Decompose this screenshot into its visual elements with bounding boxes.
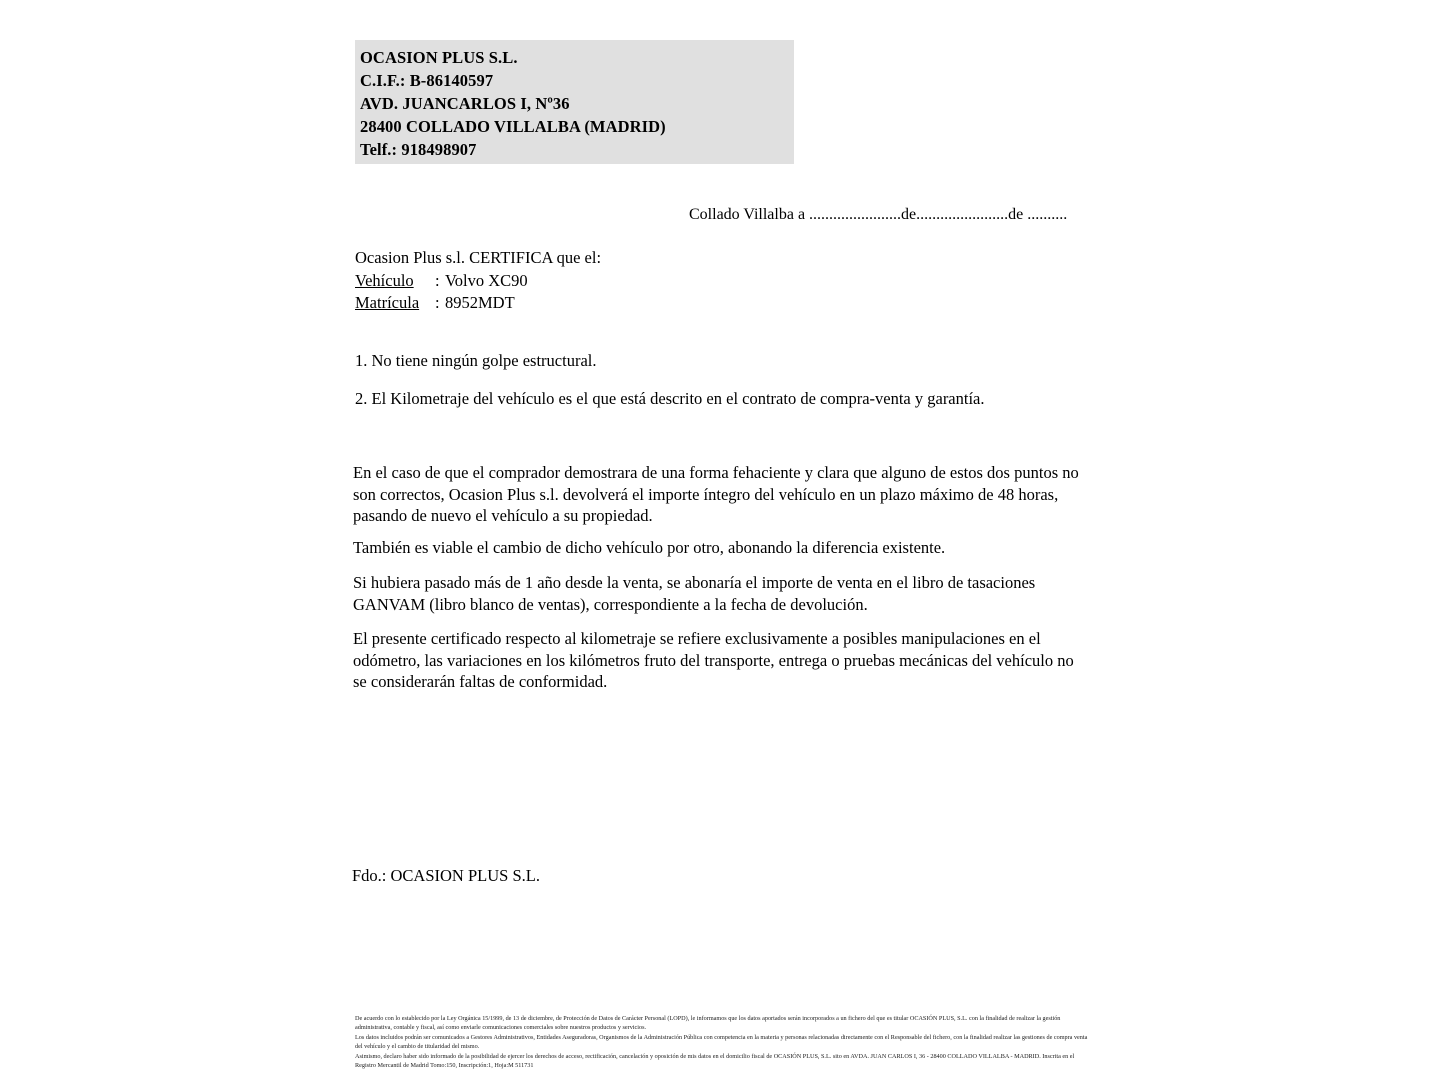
company-city: 28400 COLLADO VILLALBA (MADRID)	[360, 117, 666, 136]
field-matricula-label: Matrícula	[355, 293, 420, 312]
company-address: AVD. JUANCARLOS I, Nº36	[360, 94, 570, 113]
field-vehiculo	[355, 271, 528, 291]
field-vehiculo-label: Vehículo	[355, 271, 414, 290]
field-matricula-separator: :	[435, 293, 440, 312]
certifies-intro: Ocasion Plus s.l. CERTIFICA que el:	[355, 248, 602, 267]
company-name: OCASION PLUS S.L.	[360, 48, 518, 67]
signature-line: Fdo.: OCASION PLUS S.L.	[352, 866, 540, 885]
paragraph-exchange-option: También es viable el cambio de dicho vehículo por otro, abonando la diferencia existente.	[353, 538, 946, 557]
place-date-line: Collado Villalba a .......................de.......................de ..........	[689, 206, 1068, 223]
certificate-point-1: 1. No tiene ningún golpe estructural.	[355, 351, 597, 370]
field-matricula	[355, 293, 515, 313]
paragraph-ganvam-valuation: Si hubiera pasado más de 1 año desde la venta, se abonaría el importe de venta en el libro de tasaciones GANVAM (libro blanco de ventas), correspondiente a la fecha de devolución.	[353, 573, 1036, 614]
paragraph-refund-terms: En el caso de que el comprador demostrara de una forma fehaciente y clara que alguno de estos dos puntos no son correctos, Ocasion Plus s.l. devolverá el importe íntegro del vehículo en un plazo máximo de 48 horas, pasando de nuevo el vehículo a su propiedad.	[353, 463, 1079, 525]
paragraph-odometer-scope: El presente certificado respecto al kilometraje se refiere exclusivamente a posibles manipulaciones en el odómetro, las variaciones en los kilómetros fruto del transporte, entrega o pruebas mecánicas del vehículo no se considerarán faltas de conformidad.	[353, 629, 1074, 691]
legal-notice-paragraph-3: Asimismo, declaro haber sido informado de la posibilidad de ejercer los derechos de acceso, rectificación, cancelación y oposición de mis datos en el domicilio fiscal de OCASIÓN PLUS, S.L. sito en AVDA. JUAN CARLOS I, 36 - 28400 COLLADO VILLALBA - MADRID. Inscrita en el Registro Mercantil de Madrid Tomo:150, Inscripción:1, Hoja:M 511731	[355, 1053, 1075, 1069]
legal-notice	[355, 1015, 1090, 1071]
legal-notice-paragraph-2: Los datos incluidos podrán ser comunicados a Gestores Administrativos, Entidades Aseguradoras, Organismos de la Administración Pública con competencia en la materia y personas relacionadas directamente con el Responsable del fichero, con la finalidad realizar las gestiones de compra venta del vehículo y el cambio de titularidad del mismo.	[355, 1034, 1088, 1050]
company-phone: Telf.: 918498907	[360, 140, 477, 159]
company-cif: C.I.F.: B-86140597	[360, 71, 494, 90]
company-header-block	[355, 40, 794, 164]
legal-notice-paragraph-1: De acuerdo con lo establecido por la Ley Orgánica 15/1999, de 13 de diciembre, de Protección de Datos de Carácter Personal (LOPD), le informamos que los datos aportados serán incorporados a un fichero del que es titular OCASIÓN PLUS, S.L. con la finalidad de realizar la gestión administrativa, contable y fiscal, así como enviarle comunicaciones comerciales sobre nuestros productos y servicios.	[355, 1015, 1061, 1031]
field-matricula-value: 8952MDT	[445, 293, 515, 312]
field-vehiculo-separator: :	[435, 271, 440, 290]
certificate-point-2: 2. El Kilometraje del vehículo es el que está descrito en el contrato de compra-venta y garantía.	[355, 389, 985, 408]
field-vehiculo-value: Volvo XC90	[445, 271, 528, 290]
